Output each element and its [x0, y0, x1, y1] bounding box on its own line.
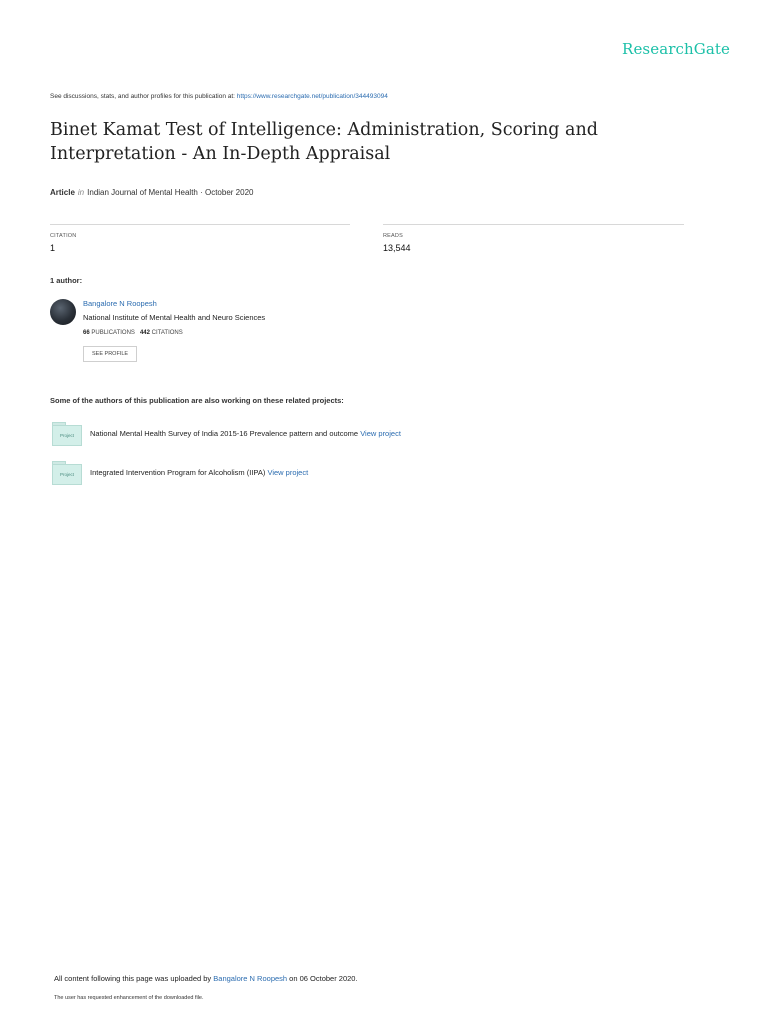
publication-meta [50, 188, 253, 197]
reads-stat [383, 224, 684, 253]
publications-label: PUBLICATIONS [91, 330, 135, 336]
authors-heading: 1 author: [50, 276, 83, 285]
view-project-link[interactable]: View project [360, 429, 401, 438]
project-title: Integrated Intervention Program for Alcoholism (IIPA) [90, 468, 266, 477]
publication-title: Binet Kamat Test of Intelligence: Administration, Scoring and Interpretation - An In-Depth Appraisal [50, 120, 598, 164]
author-stats [83, 330, 183, 336]
discussion-line [50, 93, 388, 100]
citation-value: 1 [50, 243, 56, 253]
related-projects-heading: Some of the authors of this publication are also working on these related projects: [50, 396, 344, 405]
project-folder-icon [50, 461, 80, 483]
author-institution: National Institute of Mental Health and Neuro Sciences [83, 313, 266, 322]
project-text [90, 429, 401, 438]
meta-in: in [77, 188, 85, 197]
upload-suffix: on 06 October 2020. [287, 974, 358, 983]
author-name-link[interactable]: Bangalore N Roopesh [83, 299, 157, 308]
upload-notice [54, 974, 358, 983]
project-folder-icon [50, 422, 80, 444]
citations-count: 442 [139, 330, 150, 336]
article-type: Article [50, 188, 75, 197]
project-icon-label: Project [52, 425, 82, 446]
reads-label: READS [383, 233, 403, 239]
author-avatar[interactable] [50, 299, 76, 325]
citations-label: CITATIONS [151, 330, 183, 336]
reads-value: 13,544 [383, 243, 411, 253]
journal-and-date: Indian Journal of Mental Health · October 2020 [87, 188, 254, 197]
enhancement-note: The user has requested enhancement of the downloaded file. [54, 995, 204, 1001]
project-title: National Mental Health Survey of India 2015-16 Prevalence pattern and outcome [90, 429, 359, 438]
uploader-link[interactable]: Bangalore N Roopesh [213, 974, 288, 983]
project-icon-label: Project [52, 464, 82, 485]
upload-prefix: All content following this page was uploaded by [54, 974, 214, 983]
citation-stat [50, 224, 350, 253]
see-profile-button[interactable]: SEE PROFILE [83, 346, 137, 362]
publication-url-link[interactable]: https://www.researchgate.net/publication/344493094 [236, 93, 388, 100]
citation-label: CITATION [50, 233, 77, 239]
project-text [90, 468, 308, 477]
researchgate-logo[interactable]: ResearchGate [622, 40, 730, 58]
view-project-link[interactable]: View project [267, 468, 309, 477]
publications-count: 66 [83, 330, 90, 336]
discussion-text: See discussions, stats, and author profiles for this publication at: [50, 93, 237, 100]
